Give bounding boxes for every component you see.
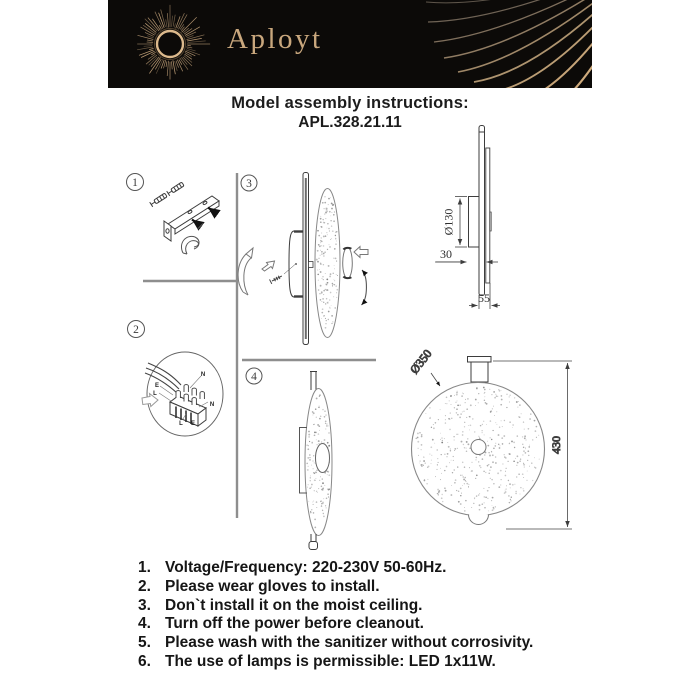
step-2-badge xyxy=(128,321,145,338)
instruction-list xyxy=(138,559,533,672)
brand-logo-text: Aployt xyxy=(227,23,323,55)
step-1-diagram xyxy=(150,182,219,254)
instruction-number: 6. xyxy=(138,652,151,670)
svg-text:30: 30 xyxy=(440,247,452,261)
svg-text:430: 430 xyxy=(549,436,563,454)
wall-anchor-icon xyxy=(150,182,185,207)
instruction-item xyxy=(138,653,533,672)
insert-arrow-icon xyxy=(262,261,275,271)
step-3-badge xyxy=(241,175,257,191)
top-rod xyxy=(310,372,317,391)
svg-text:3: 3 xyxy=(246,178,252,190)
instruction-number: 3. xyxy=(138,596,151,614)
instruction-text: Turn off the power before cleanout. xyxy=(165,615,424,633)
svg-text:55: 55 xyxy=(478,291,490,305)
svg-text:E: E xyxy=(154,383,160,389)
step-4-badge xyxy=(246,368,262,384)
instruction-number: 2. xyxy=(138,577,151,595)
svg-text:E: E xyxy=(190,421,196,427)
instruction-text: The use of lamps is permissible: LED 1x11W. xyxy=(165,652,496,670)
model-number: APL.328.21.11 xyxy=(298,114,402,131)
instruction-text: Don`t install it on the moist ceiling. xyxy=(165,596,423,614)
step-2-diagram xyxy=(142,352,223,436)
diffuser-disc-front xyxy=(412,383,545,516)
instruction-text: Please wear gloves to install. xyxy=(165,577,380,595)
svg-text:4: 4 xyxy=(251,371,257,383)
page-title: Model assembly instructions: xyxy=(231,94,469,112)
instruction-text: Voltage/Frequency: 220-230V 50-60Hz. xyxy=(165,559,447,576)
top-stub xyxy=(471,360,488,382)
wires xyxy=(145,363,181,393)
step-badges xyxy=(127,174,263,385)
svg-text:2: 2 xyxy=(133,324,139,336)
svg-text:1: 1 xyxy=(132,177,138,189)
step-4-diagram xyxy=(300,372,333,550)
instruction-text: Please wash with the sanitizer without corrosivity. xyxy=(165,634,534,652)
instruction-number: 4. xyxy=(138,615,151,633)
instruction-number: 5. xyxy=(138,634,151,652)
step-3-diagram xyxy=(238,173,368,345)
instruction-item xyxy=(138,597,533,616)
instruction-item xyxy=(138,615,533,634)
rotate-arrow-left-icon xyxy=(238,248,253,295)
front-view-drawing xyxy=(407,347,572,529)
push-arrow-icon xyxy=(354,247,368,258)
driver-housing xyxy=(289,231,303,297)
instruction-item xyxy=(138,634,533,653)
svg-text:L: L xyxy=(153,391,157,397)
step-1-badge xyxy=(127,174,144,191)
side-view-drawing xyxy=(435,126,500,310)
retaining-ring xyxy=(343,248,353,279)
dim-disc-diameter xyxy=(407,347,440,386)
svg-text:Ø130: Ø130 xyxy=(441,208,456,236)
instruction-item xyxy=(138,578,533,597)
dim-bar-diameter xyxy=(455,197,467,248)
instruction-item xyxy=(138,559,533,578)
svg-text:L: L xyxy=(179,421,183,427)
bottom-knob xyxy=(469,515,489,525)
rotate-arrow-icon xyxy=(362,270,367,305)
instruction-number: 1. xyxy=(138,559,151,576)
diffuser-disc-side xyxy=(315,189,340,338)
svg-text:Ø350: Ø350 xyxy=(407,346,435,377)
svg-text:N: N xyxy=(200,372,206,378)
terminal-block xyxy=(170,385,206,426)
svg-text:N: N xyxy=(209,402,215,408)
bottom-rod xyxy=(309,534,318,550)
diffuser-disc-side xyxy=(305,389,332,536)
